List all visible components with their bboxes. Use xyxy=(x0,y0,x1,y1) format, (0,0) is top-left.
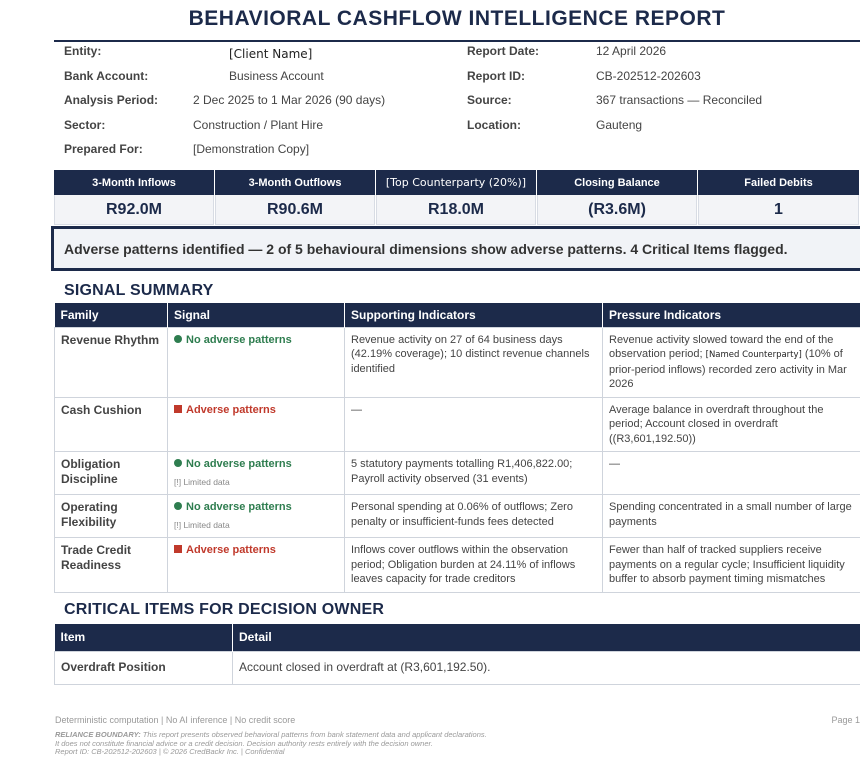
pressure-cell: Average balance in overdraft throughout the period; Account closed in overdraft ((R3,601,192.50)) xyxy=(603,397,860,452)
signal-cell xyxy=(168,397,345,452)
source-label: Source: xyxy=(467,93,512,107)
kpi-value: R18.0M xyxy=(376,195,536,225)
report-date-value: 12 April 2026 xyxy=(596,44,667,58)
kpi-value: 1 xyxy=(698,195,859,225)
kpi-closing-balance xyxy=(537,170,698,225)
pressure-cell: Spending concentrated in a small number of large payments xyxy=(603,495,860,538)
report-title: BEHAVIORAL CASHFLOW INTELLIGENCE REPORT xyxy=(188,7,726,30)
kpi-outflows xyxy=(215,170,376,225)
column-header: Signal xyxy=(168,303,345,327)
meta-row xyxy=(64,93,854,113)
supporting-cell: 5 statutory payments totalling R1,406,822.00; Payroll activity observed (31 events) xyxy=(345,452,603,495)
column-header: Supporting Indicators xyxy=(345,303,603,327)
kpi-inflows xyxy=(54,170,215,225)
kpi-label: 3-Month Inflows xyxy=(54,170,214,195)
kpi-strip xyxy=(54,170,860,225)
signal-cell xyxy=(168,327,345,397)
critical-items-title: CRITICAL ITEMS FOR DECISION OWNER xyxy=(64,601,385,618)
supporting-cell: Inflows cover outflows within the observation period; Obligation burden at 24.11% of inflows leaves capacity for trade creditors xyxy=(345,538,603,593)
pressure-text: (10% of prior-period inflows) recorded zero activity in Mar 2026 xyxy=(609,348,847,390)
kpi-value: R90.6M xyxy=(215,195,375,225)
green-dot-icon xyxy=(174,502,182,510)
signal-text: Adverse patterns xyxy=(186,403,276,416)
signal-cell xyxy=(168,538,345,593)
meta-row xyxy=(64,69,854,89)
kpi-value: (R3.6M) xyxy=(537,195,697,225)
green-dot-icon xyxy=(174,335,182,343)
column-header: Item xyxy=(55,624,233,651)
signal-cell xyxy=(168,452,345,495)
red-square-icon xyxy=(174,405,182,413)
sector-label: Sector: xyxy=(64,118,106,132)
meta-row xyxy=(64,118,854,138)
kpi-label: 3-Month Outflows xyxy=(215,170,375,195)
analysis-period-value: 2 Dec 2025 to 1 Mar 2026 (90 days) xyxy=(193,93,386,107)
source-value: 367 transactions — Reconciled xyxy=(596,93,763,107)
table-row xyxy=(55,452,860,495)
family-cell: Obligation Discipline xyxy=(55,452,168,495)
table-header-row xyxy=(55,624,860,651)
item-cell: Overdraft Position xyxy=(55,651,233,684)
bank-account-value: Business Account xyxy=(229,69,324,83)
sector-value: Construction / Plant Hire xyxy=(193,118,324,132)
pressure-cell xyxy=(603,327,860,397)
column-header: Family xyxy=(55,303,168,327)
boundary-label: RELIANCE BOUNDARY: xyxy=(55,730,141,739)
limited-data-note: [!] Limited data xyxy=(174,476,230,487)
signal-status xyxy=(174,544,276,556)
signal-text: No adverse patterns xyxy=(186,501,292,513)
signal-status xyxy=(174,501,292,513)
kpi-top-counterparty xyxy=(376,170,537,225)
green-dot-icon xyxy=(174,459,182,467)
prepared-for-label: Prepared For: xyxy=(64,142,143,156)
entity-value: [Client Name] xyxy=(229,47,313,61)
computation-note: Deterministic computation | No AI inference | No credit score xyxy=(55,715,296,725)
table-row xyxy=(55,495,860,538)
supporting-cell: Personal spending at 0.06% of outflows; Zero penalty or insufficient-funds fees detected xyxy=(345,495,603,538)
adverse-alert-banner: Adverse patterns identified — 2 of 5 behavioural dimensions show adverse patterns. 4 Critical Items flagged. xyxy=(51,226,860,271)
pressure-cell: — xyxy=(603,452,860,495)
critical-items-table xyxy=(54,624,860,685)
signal-status xyxy=(174,458,292,470)
table-row xyxy=(55,538,860,593)
location-value: Gauteng xyxy=(596,118,643,132)
signal-text: No adverse patterns xyxy=(186,458,292,470)
report-id-value: CB-202512-202603 xyxy=(596,69,701,83)
report-date-label: Report Date: xyxy=(467,44,540,58)
location-label: Location: xyxy=(467,118,521,132)
named-counterparty-tag: [Named Counterparty] xyxy=(705,350,802,360)
reliance-boundary xyxy=(55,731,655,757)
signal-text: No adverse patterns xyxy=(186,333,292,346)
page-number: Page 1 xyxy=(831,715,860,725)
kpi-label: Failed Debits xyxy=(698,170,859,195)
report-id-label: Report ID: xyxy=(467,69,525,83)
signal-text: Adverse patterns xyxy=(186,544,276,556)
column-header: Detail xyxy=(233,624,860,651)
entity-label: Entity: xyxy=(64,44,102,58)
table-header-row xyxy=(55,303,860,327)
family-cell: Cash Cushion xyxy=(55,397,168,452)
supporting-cell: Revenue activity on 27 of 64 business days (42.19% coverage); 10 distinct revenue channels identified xyxy=(345,327,603,397)
family-cell: Operating Flexibility xyxy=(55,495,168,538)
kpi-value: R92.0M xyxy=(54,195,214,225)
analysis-period-label: Analysis Period: xyxy=(64,93,159,107)
pressure-cell: Fewer than half of tracked suppliers receive payments on a regular cycle; Insufficient liquidity buffer to absorb payment timing mismatches xyxy=(603,538,860,593)
family-cell: Revenue Rhythm xyxy=(55,327,168,397)
title-divider xyxy=(54,40,860,42)
boundary-text: This report presents observed behavioral patterns from bank statement data and applicant declarations. xyxy=(140,730,487,739)
family-cell: Trade Credit Readiness xyxy=(55,538,168,593)
pressure-text: Revenue activity slowed toward the end of the observation period; xyxy=(609,333,834,360)
table-row xyxy=(55,651,860,684)
meta-row xyxy=(64,44,854,64)
signal-status xyxy=(174,334,292,346)
meta-row xyxy=(64,142,854,162)
supporting-cell: — xyxy=(345,397,603,452)
signal-status xyxy=(174,404,276,416)
prepared-for-value: [Demonstration Copy] xyxy=(193,142,310,156)
column-header: Pressure Indicators xyxy=(603,303,860,327)
limited-data-note: [!] Limited data xyxy=(174,519,230,530)
kpi-failed-debits xyxy=(698,170,859,225)
red-square-icon xyxy=(174,545,182,553)
kpi-label: Closing Balance xyxy=(537,170,697,195)
signal-summary-title: SIGNAL SUMMARY xyxy=(64,282,214,299)
signal-cell xyxy=(168,495,345,538)
table-row xyxy=(55,397,860,452)
bank-account-label: Bank Account: xyxy=(64,69,149,83)
boundary-line: It does not constitute financial advice or a credit decision. Decision authority rests entirely with the decision owner. xyxy=(55,738,433,748)
signal-summary-table xyxy=(54,303,860,593)
report-id-footer: Report ID: CB-202512-202603 | © 2026 CredBackr Inc. | Confidential xyxy=(55,747,285,756)
table-row xyxy=(55,327,860,397)
kpi-label: [Top Counterparty (20%)] xyxy=(376,170,536,195)
detail-cell: Account closed in overdraft at (R3,601,192.50). xyxy=(233,651,860,684)
